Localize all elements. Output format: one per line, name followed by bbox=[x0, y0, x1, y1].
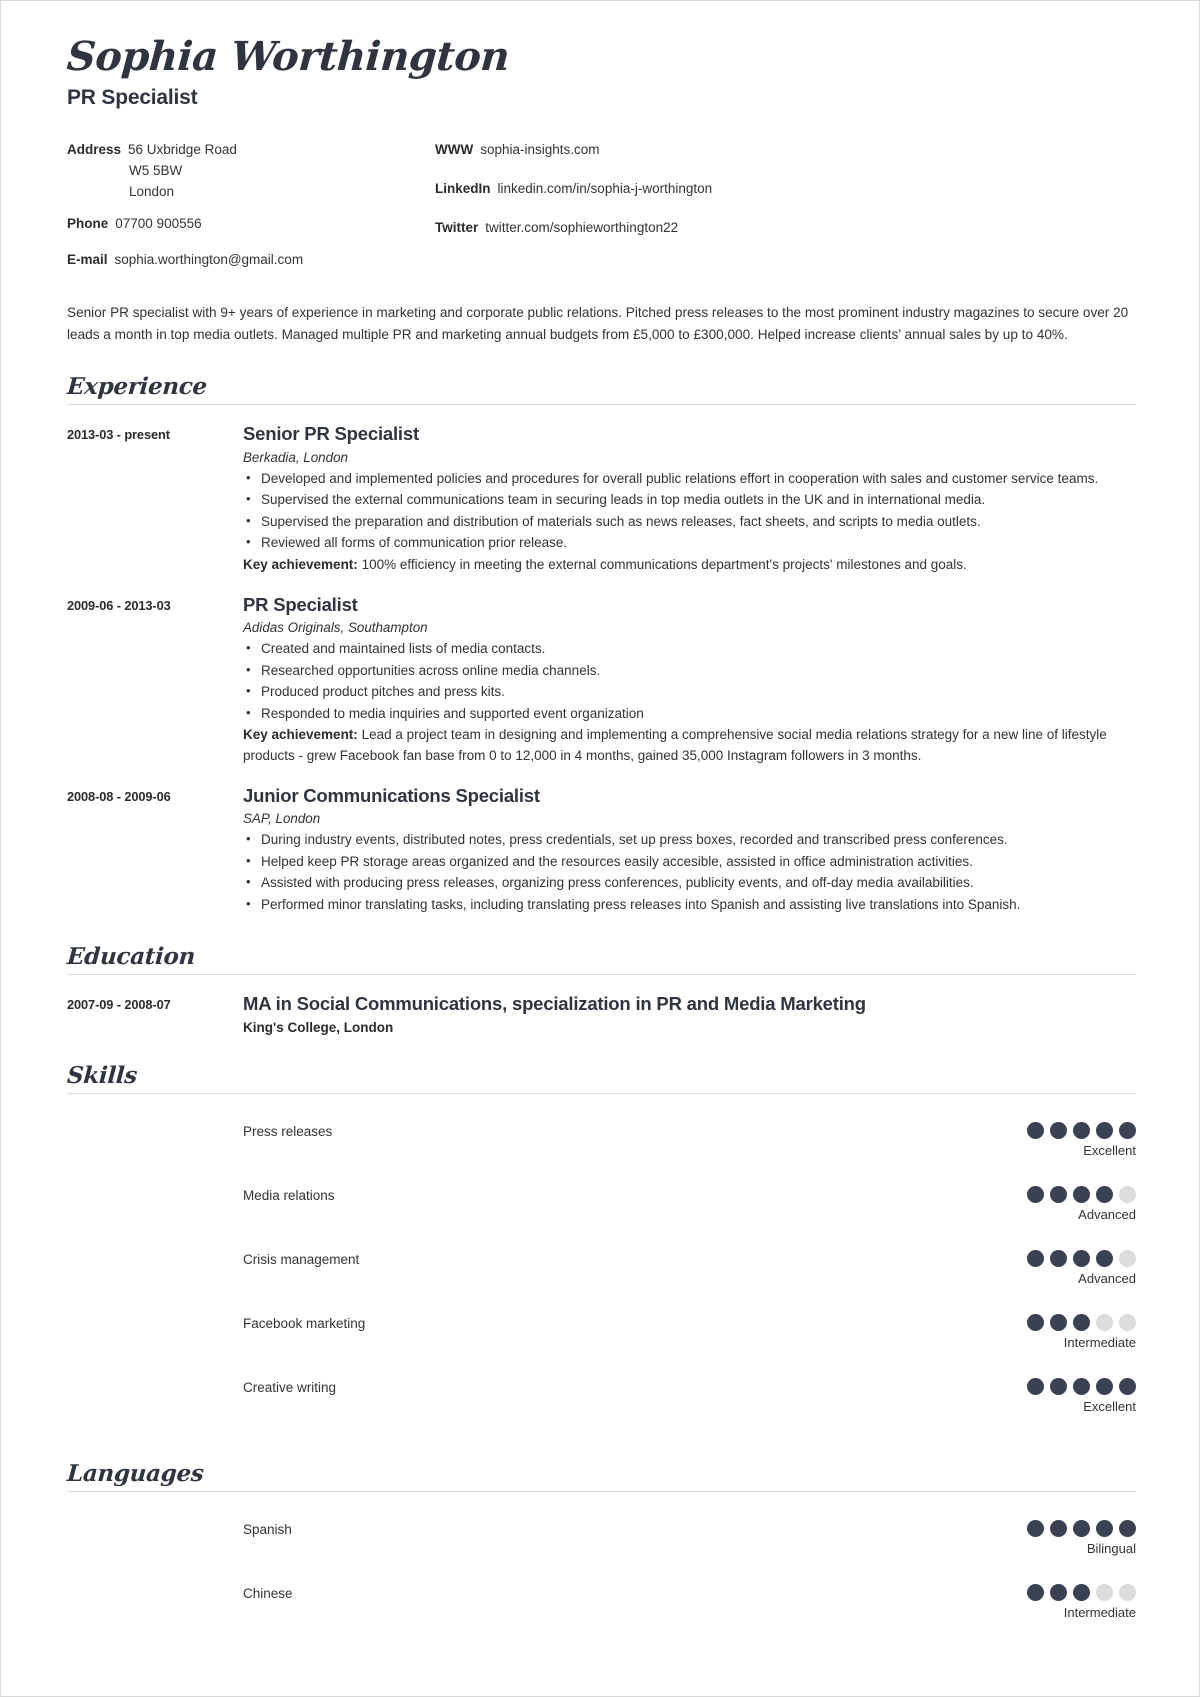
email-value[interactable]: sophia.worthington@gmail.com bbox=[114, 252, 304, 268]
language-rating bbox=[916, 1584, 1136, 1620]
linkedin-value[interactable]: linkedin.com/in/sophia-j-worthington bbox=[497, 180, 713, 196]
rating-dots bbox=[916, 1250, 1136, 1267]
list-item: • Responded to media inquiries and supported event organization bbox=[243, 704, 1136, 725]
rating-dot-empty bbox=[1119, 1584, 1136, 1601]
contact-linkedin-row[interactable] bbox=[435, 179, 1136, 200]
skill-level: Advanced bbox=[1078, 1270, 1136, 1286]
skill-name: Crisis management bbox=[243, 1251, 360, 1267]
experience-section-title: Experience bbox=[66, 373, 208, 401]
rating-dot-filled bbox=[1027, 1520, 1044, 1537]
www-value[interactable]: sophia-insights.com bbox=[480, 141, 600, 157]
language-name: Chinese bbox=[243, 1585, 293, 1601]
skill-row bbox=[67, 1186, 1136, 1222]
address-line-2: W5 5BW bbox=[129, 162, 183, 178]
www-label: WWW bbox=[435, 141, 474, 157]
skill-level: Intermediate bbox=[1063, 1334, 1136, 1350]
skill-rating bbox=[916, 1122, 1136, 1158]
experience-dates: 2008-08 - 2009-06 bbox=[67, 788, 171, 804]
rating-dot-filled bbox=[1073, 1584, 1090, 1601]
skill-level: Excellent bbox=[1083, 1142, 1136, 1158]
education-degree: MA in Social Communications, specialization in PR and Media Marketing bbox=[243, 993, 866, 1015]
skill-name: Creative writing bbox=[243, 1379, 337, 1395]
contact-column-right bbox=[435, 140, 1136, 277]
skill-name: Press releases bbox=[243, 1123, 333, 1139]
key-achievement-label: Key achievement: bbox=[243, 727, 358, 743]
experience-company: SAP, London bbox=[243, 810, 321, 826]
education-entry bbox=[67, 992, 1136, 1034]
contact-address-row bbox=[67, 140, 435, 161]
contact-phone-row bbox=[67, 214, 435, 235]
experience-role: Junior Communications Specialist bbox=[243, 784, 540, 806]
rating-dot-filled bbox=[1119, 1122, 1136, 1139]
key-achievement-label: Key achievement: bbox=[243, 557, 358, 573]
rating-dots bbox=[916, 1186, 1136, 1203]
rating-dots bbox=[916, 1520, 1136, 1537]
contact-details bbox=[67, 140, 1136, 277]
rating-dot-filled bbox=[1050, 1584, 1067, 1601]
rating-dot-empty bbox=[1096, 1584, 1113, 1601]
language-name: Spanish bbox=[243, 1521, 292, 1537]
rating-dots bbox=[916, 1378, 1136, 1395]
linkedin-label: LinkedIn bbox=[435, 180, 491, 196]
experience-dates: 2013-03 - present bbox=[67, 427, 170, 443]
rating-dot-filled bbox=[1027, 1122, 1044, 1139]
list-item: • Supervised the external communications team in securing leads in top media outlets in the UK and in international media. bbox=[243, 490, 1136, 511]
skill-row bbox=[67, 1250, 1136, 1286]
education-school: King's College, London bbox=[243, 1019, 394, 1035]
experience-bullets bbox=[243, 830, 1136, 916]
rating-dot-empty bbox=[1119, 1314, 1136, 1331]
rating-dots bbox=[916, 1122, 1136, 1139]
experience-bullets bbox=[243, 469, 1136, 555]
section-divider bbox=[67, 974, 1136, 975]
skill-level: Advanced bbox=[1078, 1206, 1136, 1222]
section-divider bbox=[67, 1491, 1136, 1492]
rating-dot-filled bbox=[1073, 1250, 1090, 1267]
experience-entry bbox=[67, 784, 1136, 917]
twitter-value[interactable]: twitter.com/sophieworthington22 bbox=[485, 219, 679, 235]
section-divider bbox=[67, 404, 1136, 405]
rating-dot-filled bbox=[1027, 1186, 1044, 1203]
phone-label: Phone bbox=[67, 215, 109, 231]
rating-dots bbox=[916, 1584, 1136, 1601]
experience-role: PR Specialist bbox=[243, 593, 358, 615]
rating-dot-filled bbox=[1119, 1520, 1136, 1537]
email-label: E-mail bbox=[67, 252, 108, 268]
rating-dot-filled bbox=[1073, 1314, 1090, 1331]
experience-section bbox=[67, 373, 1136, 916]
language-rating bbox=[916, 1520, 1136, 1556]
rating-dot-filled bbox=[1096, 1520, 1113, 1537]
rating-dot-filled bbox=[1050, 1378, 1067, 1395]
rating-dot-empty bbox=[1119, 1250, 1136, 1267]
key-achievement-text: Lead a project team in designing and implementing a comprehensive social media relations strategy for a new line of lifestyle products - grew Facebook fan base from 0 to 12,000 in 4 months, gained 35,000 Instagram followers in 3 months. bbox=[243, 727, 1107, 764]
contact-twitter-row[interactable] bbox=[435, 218, 1136, 239]
experience-role: Senior PR Specialist bbox=[243, 423, 419, 445]
phone-value: 07700 900556 bbox=[115, 215, 202, 231]
list-item: • Created and maintained lists of media contacts. bbox=[243, 639, 1136, 660]
rating-dot-filled bbox=[1119, 1378, 1136, 1395]
rating-dot-filled bbox=[1027, 1378, 1044, 1395]
experience-bullets bbox=[243, 639, 1136, 725]
experience-entry bbox=[67, 422, 1136, 575]
skill-level: Excellent bbox=[1083, 1398, 1136, 1414]
contact-email-row[interactable] bbox=[67, 250, 435, 271]
rating-dot-filled bbox=[1073, 1378, 1090, 1395]
list-item: • During industry events, distributed notes, press credentials, set up press boxes, recorded and transcribed press conferences. bbox=[243, 830, 1136, 851]
skill-row bbox=[67, 1378, 1136, 1414]
rating-dots bbox=[916, 1314, 1136, 1331]
list-item: • Supervised the preparation and distribution of materials such as news releases, fact sheets, and scripts to media outlets. bbox=[243, 512, 1136, 533]
skill-name: Facebook marketing bbox=[243, 1315, 366, 1331]
rating-dot-empty bbox=[1096, 1314, 1113, 1331]
key-achievement bbox=[243, 555, 1136, 576]
address-line-3: London bbox=[129, 183, 175, 199]
list-item: • Reviewed all forms of communication prior release. bbox=[243, 533, 1136, 554]
experience-entry-body bbox=[243, 784, 1136, 917]
rating-dot-filled bbox=[1096, 1378, 1113, 1395]
language-row bbox=[67, 1584, 1136, 1620]
key-achievement-text: 100% efficiency in meeting the external communications department's projects' milestones and goals. bbox=[361, 557, 967, 573]
list-item: • Performed minor translating tasks, including translating press releases into Spanish and assisting live translations into Spanish. bbox=[243, 895, 1136, 916]
experience-entry-body bbox=[243, 422, 1136, 575]
education-dates: 2007-09 - 2008-07 bbox=[67, 997, 171, 1013]
experience-company: Berkadia, London bbox=[243, 449, 348, 465]
key-achievement bbox=[243, 725, 1136, 766]
section-divider bbox=[67, 1093, 1136, 1094]
education-section bbox=[67, 943, 1136, 1034]
rating-dot-filled bbox=[1027, 1250, 1044, 1267]
list-item: • Produced product pitches and press kits. bbox=[243, 682, 1136, 703]
list-item: • Helped keep PR storage areas organized and the resources easily accesible, assisted in office administration activities. bbox=[243, 852, 1136, 873]
skill-rating bbox=[916, 1314, 1136, 1350]
address-label: Address bbox=[67, 141, 122, 157]
rating-dot-filled bbox=[1073, 1520, 1090, 1537]
candidate-name: Sophia Worthington bbox=[65, 33, 511, 80]
rating-dot-filled bbox=[1027, 1584, 1044, 1601]
skills-section-title: Skills bbox=[66, 1061, 138, 1089]
rating-dot-empty bbox=[1119, 1186, 1136, 1203]
rating-dot-filled bbox=[1096, 1186, 1113, 1203]
skill-rating bbox=[916, 1250, 1136, 1286]
skill-row bbox=[67, 1122, 1136, 1158]
rating-dot-filled bbox=[1027, 1314, 1044, 1331]
rating-dot-filled bbox=[1050, 1250, 1067, 1267]
experience-entry bbox=[67, 593, 1136, 767]
education-section-title: Education bbox=[66, 943, 197, 971]
skill-name: Media relations bbox=[243, 1187, 335, 1203]
list-item: • Researched opportunities across online media channels. bbox=[243, 661, 1136, 682]
language-level: Intermediate bbox=[1063, 1604, 1136, 1620]
languages-section bbox=[67, 1460, 1136, 1620]
contact-column-left bbox=[67, 140, 435, 277]
rating-dot-filled bbox=[1050, 1520, 1067, 1537]
professional-summary: Senior PR specialist with 9+ years of experience in marketing and corporate public relations. Pitched press releases to the most prominent industry magazines to secure over 20 leads a month in top media outlets. Managed multiple PR and marketing annual budgets from £5,000 to £300,000. Helped increase clients’ annual sales by up to 40%. bbox=[67, 305, 1129, 343]
address-line-1: 56 Uxbridge Road bbox=[128, 141, 237, 157]
experience-entry-body bbox=[243, 593, 1136, 767]
list-item: • Assisted with producing press releases, organizing press conferences, publicity events, and off-day media availabilities. bbox=[243, 873, 1136, 894]
language-row bbox=[67, 1520, 1136, 1556]
rating-dot-filled bbox=[1050, 1314, 1067, 1331]
rating-dot-filled bbox=[1050, 1122, 1067, 1139]
languages-section-title: Languages bbox=[66, 1459, 205, 1487]
rating-dot-filled bbox=[1073, 1186, 1090, 1203]
twitter-label: Twitter bbox=[435, 219, 479, 235]
skill-row bbox=[67, 1314, 1136, 1350]
skill-rating bbox=[916, 1378, 1136, 1414]
rating-dot-filled bbox=[1096, 1122, 1113, 1139]
rating-dot-filled bbox=[1073, 1122, 1090, 1139]
rating-dot-filled bbox=[1050, 1186, 1067, 1203]
list-item: • Developed and implemented policies and procedures for overall public relations effort in cooperation with sales and customer service teams. bbox=[243, 469, 1136, 490]
experience-dates: 2009-06 - 2013-03 bbox=[67, 597, 171, 613]
contact-www-row[interactable] bbox=[435, 140, 1136, 161]
skills-section bbox=[67, 1062, 1136, 1414]
education-entry-body bbox=[243, 992, 1136, 1034]
rating-dot-filled bbox=[1096, 1250, 1113, 1267]
candidate-job-title: PR Specialist bbox=[67, 85, 198, 109]
experience-company: Adidas Originals, Southampton bbox=[243, 619, 428, 635]
skill-rating bbox=[916, 1186, 1136, 1222]
language-level: Bilingual bbox=[1086, 1540, 1136, 1556]
